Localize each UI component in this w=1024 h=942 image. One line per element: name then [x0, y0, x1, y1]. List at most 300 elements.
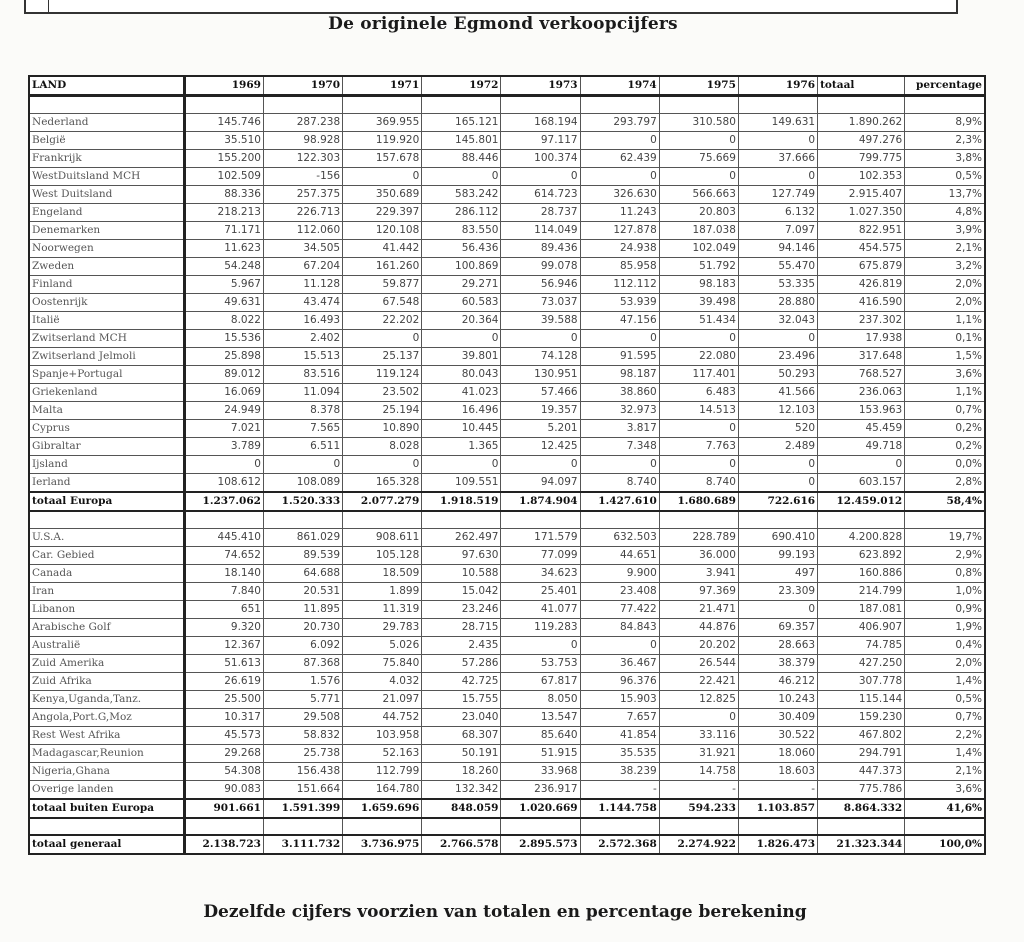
year-value-cell: 74.128 [501, 347, 580, 365]
year-value-cell: 28.663 [738, 636, 817, 654]
year-value-cell: 97.369 [659, 582, 738, 600]
total-cell: 102.353 [818, 167, 905, 185]
year-value-cell: 51.613 [184, 654, 263, 672]
percentage-cell: 0,5% [905, 690, 985, 708]
year-value-cell: 34.505 [263, 239, 342, 257]
year-value-cell: 2.895.573 [501, 835, 580, 854]
year-value-cell: 0 [580, 167, 659, 185]
year-value-cell: 2.077.279 [343, 492, 422, 511]
percentage-cell: 3,6% [905, 365, 985, 383]
percentage-cell: 41,6% [905, 799, 985, 818]
year-value-cell: 15.536 [184, 329, 263, 347]
year-value-cell: 0 [659, 419, 738, 437]
total-cell: 160.886 [818, 564, 905, 582]
year-value-cell: 2.402 [263, 329, 342, 347]
header-1973: 1973 [501, 76, 580, 96]
year-value-cell: 1.680.689 [659, 492, 738, 511]
year-value-cell: 0 [659, 329, 738, 347]
year-value-cell: 51.792 [659, 257, 738, 275]
header-1970: 1970 [263, 76, 342, 96]
total-cell: 237.302 [818, 311, 905, 329]
year-value-cell: 26.619 [184, 672, 263, 690]
year-value-cell: 55.470 [738, 257, 817, 275]
table-row [29, 401, 985, 419]
country-cell: Malta [29, 401, 184, 419]
year-value-cell: 1.659.696 [343, 799, 422, 818]
year-value-cell: 18.509 [343, 564, 422, 582]
country-cell: Angola,Port.G,Moz [29, 708, 184, 726]
year-value-cell: 26.544 [659, 654, 738, 672]
percentage-cell: 3,2% [905, 257, 985, 275]
table-row [29, 455, 985, 473]
percentage-cell: 1,0% [905, 582, 985, 600]
year-value-cell: 0 [659, 455, 738, 473]
year-value-cell: 0 [422, 167, 501, 185]
year-value-cell: 2.766.578 [422, 835, 501, 854]
year-value-cell: 108.612 [184, 473, 263, 492]
country-cell: Noorwegen [29, 239, 184, 257]
year-value-cell: 722.616 [738, 492, 817, 511]
year-value-cell: 67.548 [343, 293, 422, 311]
year-value-cell: 3.941 [659, 564, 738, 582]
year-value-cell: 28.715 [422, 618, 501, 636]
year-value-cell: 18.060 [738, 744, 817, 762]
country-cell: Engeland [29, 203, 184, 221]
total-cell: 406.907 [818, 618, 905, 636]
empty-cell [818, 96, 905, 114]
year-value-cell: 112.112 [580, 275, 659, 293]
percentage-cell: 3,8% [905, 149, 985, 167]
year-value-cell: 0 [659, 708, 738, 726]
year-value-cell: 85.640 [501, 726, 580, 744]
table-row [29, 636, 985, 654]
year-value-cell: 0 [738, 167, 817, 185]
percentage-cell: 0,4% [905, 636, 985, 654]
year-value-cell: 16.493 [263, 311, 342, 329]
table-row [29, 275, 985, 293]
year-value-cell: 25.898 [184, 347, 263, 365]
year-value-cell: 12.367 [184, 636, 263, 654]
header-1975: 1975 [659, 76, 738, 96]
year-value-cell: 102.509 [184, 167, 263, 185]
year-value-cell: 18.140 [184, 564, 263, 582]
total-cell: 8.864.332 [818, 799, 905, 818]
country-cell: totaal generaal [29, 835, 184, 854]
year-value-cell: 0 [501, 455, 580, 473]
year-value-cell: 145.746 [184, 113, 263, 131]
year-value-cell: 23.408 [580, 582, 659, 600]
year-value-cell: 80.043 [422, 365, 501, 383]
year-value-cell: 15.513 [263, 347, 342, 365]
year-value-cell: 14.513 [659, 401, 738, 419]
year-value-cell: 33.968 [501, 762, 580, 780]
year-value-cell: 30.409 [738, 708, 817, 726]
year-value-cell: 38.860 [580, 383, 659, 401]
total-cell: 214.799 [818, 582, 905, 600]
year-value-cell: 85.958 [580, 257, 659, 275]
year-value-cell: 1.576 [263, 672, 342, 690]
year-value-cell: 18.260 [422, 762, 501, 780]
country-cell: Spanje+Portugal [29, 365, 184, 383]
header-1972: 1972 [422, 76, 501, 96]
year-value-cell: 96.376 [580, 672, 659, 690]
year-value-cell: 29.508 [263, 708, 342, 726]
year-value-cell: 6.132 [738, 203, 817, 221]
percentage-cell: 0,5% [905, 167, 985, 185]
outside-europe-total-row [29, 799, 985, 818]
year-value-cell: 8.028 [343, 437, 422, 455]
country-cell: Frankrijk [29, 149, 184, 167]
year-value-cell: 5.967 [184, 275, 263, 293]
country-cell: U.S.A. [29, 528, 184, 546]
empty-cell [738, 511, 817, 529]
country-cell: Zwitserland Jelmoli [29, 347, 184, 365]
year-value-cell: 39.588 [501, 311, 580, 329]
percentage-cell: 0,1% [905, 329, 985, 347]
total-cell: 454.575 [818, 239, 905, 257]
empty-cell [905, 96, 985, 114]
year-value-cell: 130.951 [501, 365, 580, 383]
year-value-cell: 1.020.669 [501, 799, 580, 818]
empty-cell [29, 818, 184, 836]
year-value-cell: 68.307 [422, 726, 501, 744]
year-value-cell: 7.097 [738, 221, 817, 239]
year-value-cell: 0 [580, 455, 659, 473]
year-value-cell: 262.497 [422, 528, 501, 546]
year-value-cell: 34.623 [501, 564, 580, 582]
empty-cell [738, 96, 817, 114]
year-value-cell: 35.535 [580, 744, 659, 762]
year-value-cell: 53.939 [580, 293, 659, 311]
year-value-cell: 35.510 [184, 131, 263, 149]
year-value-cell: 64.688 [263, 564, 342, 582]
year-value-cell: 145.801 [422, 131, 501, 149]
table-row [29, 654, 985, 672]
year-value-cell: 168.194 [501, 113, 580, 131]
year-value-cell: 257.375 [263, 185, 342, 203]
year-value-cell: 114.049 [501, 221, 580, 239]
year-value-cell: 77.422 [580, 600, 659, 618]
empty-cell [343, 511, 422, 529]
percentage-cell: 1,4% [905, 744, 985, 762]
percentage-cell: 3,9% [905, 221, 985, 239]
year-value-cell: 20.364 [422, 311, 501, 329]
table-row [29, 329, 985, 347]
year-value-cell: 0 [501, 636, 580, 654]
header-1969: 1969 [184, 76, 263, 96]
country-cell: België [29, 131, 184, 149]
empty-cell [184, 818, 263, 836]
year-value-cell: 1.874.904 [501, 492, 580, 511]
year-value-cell: 0 [738, 473, 817, 492]
total-cell: 1.027.350 [818, 203, 905, 221]
percentage-cell: 8,9% [905, 113, 985, 131]
year-value-cell: 11.623 [184, 239, 263, 257]
year-value-cell: 326.630 [580, 185, 659, 203]
total-cell: 45.459 [818, 419, 905, 437]
year-value-cell: 108.089 [263, 473, 342, 492]
country-cell: Griekenland [29, 383, 184, 401]
spacer-row [29, 96, 985, 114]
total-cell: 768.527 [818, 365, 905, 383]
year-value-cell: 52.163 [343, 744, 422, 762]
year-value-cell: 7.840 [184, 582, 263, 600]
header-1974: 1974 [580, 76, 659, 96]
year-value-cell: 117.401 [659, 365, 738, 383]
year-value-cell: 51.915 [501, 744, 580, 762]
year-value-cell: 109.551 [422, 473, 501, 492]
year-value-cell: 165.121 [422, 113, 501, 131]
year-value-cell: 690.410 [738, 528, 817, 546]
year-value-cell: 0 [738, 329, 817, 347]
year-value-cell: 10.317 [184, 708, 263, 726]
year-value-cell: 44.876 [659, 618, 738, 636]
year-value-cell: 0 [343, 455, 422, 473]
year-value-cell: 0 [343, 167, 422, 185]
total-cell: 307.778 [818, 672, 905, 690]
year-value-cell: 119.283 [501, 618, 580, 636]
total-cell: 294.791 [818, 744, 905, 762]
percentage-cell: 1,1% [905, 311, 985, 329]
table-row [29, 131, 985, 149]
year-value-cell: 77.099 [501, 546, 580, 564]
country-cell: totaal Europa [29, 492, 184, 511]
total-cell: 2.915.407 [818, 185, 905, 203]
empty-cell [818, 511, 905, 529]
year-value-cell: 8.740 [580, 473, 659, 492]
table-row [29, 672, 985, 690]
empty-cell [659, 96, 738, 114]
year-value-cell: 15.042 [422, 582, 501, 600]
header-totaal: totaal [818, 76, 905, 96]
year-value-cell: 0 [738, 600, 817, 618]
percentage-cell: 2,0% [905, 654, 985, 672]
year-value-cell: 165.328 [343, 473, 422, 492]
year-value-cell: 29.271 [422, 275, 501, 293]
year-value-cell: 161.260 [343, 257, 422, 275]
year-value-cell: 901.661 [184, 799, 263, 818]
year-value-cell: 94.146 [738, 239, 817, 257]
table-row [29, 546, 985, 564]
year-value-cell: 287.238 [263, 113, 342, 131]
year-value-cell: 53.753 [501, 654, 580, 672]
percentage-cell: 2,1% [905, 762, 985, 780]
year-value-cell: 7.348 [580, 437, 659, 455]
year-value-cell: 9.900 [580, 564, 659, 582]
table-row [29, 744, 985, 762]
year-value-cell: 73.037 [501, 293, 580, 311]
table-row [29, 365, 985, 383]
year-value-cell: 37.666 [738, 149, 817, 167]
total-cell: 4.200.828 [818, 528, 905, 546]
year-value-cell: 16.069 [184, 383, 263, 401]
year-value-cell: 1.591.399 [263, 799, 342, 818]
year-value-cell: 157.678 [343, 149, 422, 167]
year-value-cell: 44.752 [343, 708, 422, 726]
total-cell: 17.938 [818, 329, 905, 347]
year-value-cell: 0 [738, 131, 817, 149]
year-value-cell: 151.664 [263, 780, 342, 799]
year-value-cell: 120.108 [343, 221, 422, 239]
page-title: De originele Egmond verkoopcijfers [328, 14, 678, 34]
year-value-cell: 36.000 [659, 546, 738, 564]
year-value-cell: 23.309 [738, 582, 817, 600]
year-value-cell: 67.817 [501, 672, 580, 690]
spacer-row [29, 818, 985, 836]
total-cell: 1.890.262 [818, 113, 905, 131]
year-value-cell: 97.117 [501, 131, 580, 149]
year-value-cell: 41.442 [343, 239, 422, 257]
total-cell: 115.144 [818, 690, 905, 708]
year-value-cell: 84.843 [580, 618, 659, 636]
year-value-cell: 6.483 [659, 383, 738, 401]
year-value-cell: 50.191 [422, 744, 501, 762]
total-cell: 467.802 [818, 726, 905, 744]
empty-cell [501, 818, 580, 836]
year-value-cell: 22.421 [659, 672, 738, 690]
year-value-cell: 1.918.519 [422, 492, 501, 511]
year-value-cell: 89.436 [501, 239, 580, 257]
year-value-cell: 0 [184, 455, 263, 473]
country-cell: Australië [29, 636, 184, 654]
year-value-cell: 1.520.333 [263, 492, 342, 511]
percentage-cell: 0,2% [905, 419, 985, 437]
table-row [29, 437, 985, 455]
year-value-cell: 228.789 [659, 528, 738, 546]
year-value-cell: 33.116 [659, 726, 738, 744]
year-value-cell: 119.124 [343, 365, 422, 383]
total-cell: 12.459.012 [818, 492, 905, 511]
year-value-cell: 369.955 [343, 113, 422, 131]
year-value-cell: 99.193 [738, 546, 817, 564]
table-row [29, 582, 985, 600]
year-value-cell: 60.583 [422, 293, 501, 311]
country-cell: Zuid Amerika [29, 654, 184, 672]
year-value-cell: 44.651 [580, 546, 659, 564]
total-cell: 187.081 [818, 600, 905, 618]
year-value-cell: 21.471 [659, 600, 738, 618]
year-value-cell: -156 [263, 167, 342, 185]
percentage-cell: 2,1% [905, 239, 985, 257]
year-value-cell: 2.138.723 [184, 835, 263, 854]
year-value-cell: 119.920 [343, 131, 422, 149]
year-value-cell: 56.946 [501, 275, 580, 293]
country-cell: Car. Gebied [29, 546, 184, 564]
table-header-row [29, 76, 985, 96]
country-cell: totaal buiten Europa [29, 799, 184, 818]
year-value-cell: 497 [738, 564, 817, 582]
year-value-cell: 13.547 [501, 708, 580, 726]
year-value-cell: 6.511 [263, 437, 342, 455]
year-value-cell: 94.097 [501, 473, 580, 492]
year-value-cell: 98.183 [659, 275, 738, 293]
year-value-cell: 229.397 [343, 203, 422, 221]
year-value-cell: 90.083 [184, 780, 263, 799]
empty-cell [818, 818, 905, 836]
year-value-cell: 39.498 [659, 293, 738, 311]
year-value-cell: 2.435 [422, 636, 501, 654]
empty-cell [343, 96, 422, 114]
year-value-cell: 69.357 [738, 618, 817, 636]
year-value-cell: 88.446 [422, 149, 501, 167]
year-value-cell: - [580, 780, 659, 799]
year-value-cell: 5.026 [343, 636, 422, 654]
percentage-cell: 13,7% [905, 185, 985, 203]
table-row [29, 618, 985, 636]
empty-cell [659, 818, 738, 836]
country-cell: Zuid Afrika [29, 672, 184, 690]
empty-cell [580, 511, 659, 529]
percentage-cell: 0,2% [905, 437, 985, 455]
country-cell: Zwitserland MCH [29, 329, 184, 347]
year-value-cell: 58.832 [263, 726, 342, 744]
percentage-cell: 1,5% [905, 347, 985, 365]
header-percentage: percentage [905, 76, 985, 96]
year-value-cell: 0 [343, 329, 422, 347]
year-value-cell: 99.078 [501, 257, 580, 275]
year-value-cell: 83.550 [422, 221, 501, 239]
year-value-cell: 21.097 [343, 690, 422, 708]
table-row [29, 762, 985, 780]
year-value-cell: 10.588 [422, 564, 501, 582]
year-value-cell: 6.092 [263, 636, 342, 654]
table-row [29, 167, 985, 185]
year-value-cell: 0 [580, 636, 659, 654]
year-value-cell: 3.111.732 [263, 835, 342, 854]
percentage-cell: 0,9% [905, 600, 985, 618]
total-cell: 447.373 [818, 762, 905, 780]
year-value-cell: 1.899 [343, 582, 422, 600]
year-value-cell: 127.878 [580, 221, 659, 239]
year-value-cell: 286.112 [422, 203, 501, 221]
year-value-cell: 75.669 [659, 149, 738, 167]
total-cell: 416.590 [818, 293, 905, 311]
year-value-cell: 7.657 [580, 708, 659, 726]
year-value-cell: 310.580 [659, 113, 738, 131]
year-value-cell: 25.194 [343, 401, 422, 419]
previous-figure-frame [24, 0, 958, 14]
country-cell: Nigeria,Ghana [29, 762, 184, 780]
country-cell: Cyprus [29, 419, 184, 437]
year-value-cell: 11.128 [263, 275, 342, 293]
year-value-cell: 62.439 [580, 149, 659, 167]
year-value-cell: 5.201 [501, 419, 580, 437]
year-value-cell: 38.379 [738, 654, 817, 672]
year-value-cell: 42.725 [422, 672, 501, 690]
year-value-cell: 127.749 [738, 185, 817, 203]
year-value-cell: 22.080 [659, 347, 738, 365]
country-cell: Iran [29, 582, 184, 600]
table-row [29, 185, 985, 203]
year-value-cell: 218.213 [184, 203, 263, 221]
year-value-cell: 67.204 [263, 257, 342, 275]
year-value-cell: 98.187 [580, 365, 659, 383]
year-value-cell: 18.603 [738, 762, 817, 780]
percentage-cell: 1,4% [905, 672, 985, 690]
year-value-cell: 91.595 [580, 347, 659, 365]
year-value-cell: 350.689 [343, 185, 422, 203]
year-value-cell: 1.144.758 [580, 799, 659, 818]
empty-cell [184, 511, 263, 529]
year-value-cell: 651 [184, 600, 263, 618]
year-value-cell: 112.799 [343, 762, 422, 780]
empty-cell [905, 511, 985, 529]
year-value-cell: 566.663 [659, 185, 738, 203]
year-value-cell: 43.474 [263, 293, 342, 311]
country-cell: Canada [29, 564, 184, 582]
year-value-cell: 20.803 [659, 203, 738, 221]
year-value-cell: 3.789 [184, 437, 263, 455]
